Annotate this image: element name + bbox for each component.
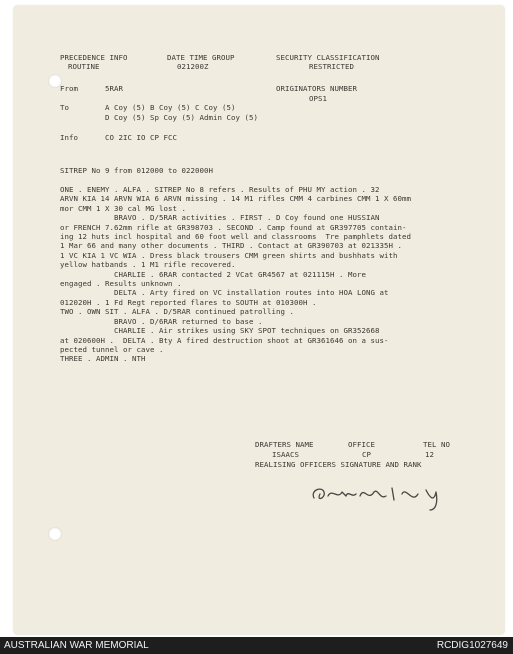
message-line: or FRENCH 7.62mm rifle at GR398703 . SECOND . Camp found at GR397705 contain- (60, 222, 407, 232)
from-value: 5RAR (105, 84, 123, 93)
message-line: BRAVO . D/5RAR activities . FIRST . D Coy found one HUSSIAN (60, 213, 380, 223)
from-label: From (60, 84, 78, 93)
dtg-value: 021200Z (177, 62, 209, 71)
footer-archive-name: AUSTRALIAN WAR MEMORIAL (4, 640, 149, 651)
to-label: To (60, 103, 69, 112)
footer-bar (0, 637, 513, 654)
message-line: DELTA . Arty fired on VC installation routes into HOA LONG at (60, 288, 389, 298)
message-line: engaged . Results unknown . (60, 279, 182, 289)
message-line: ONE . ENEMY . ALFA . SITREP No 8 refers . Results of PHU MY action . 32 (60, 185, 380, 194)
message-line: 012020H . 1 Fd Regt reported flares to SOUTH at 010300H . (60, 297, 317, 307)
precedence-value: ROUTINE (68, 62, 100, 71)
message-line: CHARLIE . Air strikes using SKY SPOT techniques on GR352668 (60, 326, 380, 336)
message-body (60, 185, 411, 364)
realising-label: REALISING OFFICERS SIGNATURE AND RANK (255, 460, 422, 469)
precedence-label: PRECEDENCE INFO (60, 53, 128, 62)
dtg-label: DATE TIME GROUP (167, 53, 235, 62)
message-line: TWO . OWN SIT . ALFA . D/5RAR continued patrolling . (60, 307, 294, 317)
sitrep-title: SITREP No 9 from 012000 to 022000H (60, 166, 213, 175)
info-value: CO 2IC IO CP FCC (105, 133, 177, 142)
originators-value: OPS1 (309, 94, 327, 103)
punch-hole (48, 527, 62, 541)
to-line-1: A Coy (5) B Coy (5) C Coy (5) (105, 103, 236, 112)
message-line: BRAVO . D/6RAR returned to base . (60, 316, 263, 326)
message-line: pected tunnel or cave . (60, 344, 164, 354)
tel-label: TEL NO (423, 440, 450, 449)
message-line: mor CMM 1 X 30 cal MG lost . (60, 203, 186, 213)
message-line: at 020600H . DELTA . Bty A fired destruction shoot at GR361646 on a sus- (60, 335, 389, 345)
originators-label: ORIGINATORS NUMBER (276, 84, 357, 93)
footer-record-id: RCDIG1027649 (436, 640, 508, 651)
message-line: 1 Mar 66 and many other documents . THIRD . Contact at GR390703 at 021335H . (60, 241, 402, 251)
message-line: yellow hatbands . 1 M1 rifle recovered. (60, 260, 236, 270)
message-line: ing 12 huts incl hospital and 60 foot well and classrooms Tre pamphlets dated (60, 232, 411, 242)
message-line: 1 VC KIA 1 VC WIA . Dress black trousers CMM green shirts and bushhats with (60, 250, 398, 260)
message-line: CHARLIE . 6RAR contacted 2 VCat GR4567 at 021115H . More (60, 269, 366, 279)
security-label: SECURITY CLASSIFICATION (276, 53, 380, 62)
security-value: RESTRICTED (309, 62, 354, 71)
office-value: CP (362, 450, 371, 459)
handwritten-signature (308, 476, 458, 512)
to-line-2: D Coy (5) Sp Coy (5) Admin Coy (5) (105, 113, 258, 122)
drafter-name: ISAACS (272, 450, 299, 459)
drafters-label: DRAFTERS NAME (255, 440, 314, 449)
tel-value: 12 (425, 450, 434, 459)
office-label: OFFICE (348, 440, 375, 449)
message-line: ARVN KIA 14 ARVN WIA 6 ARVN missing . 14 M1 rifles CMM 4 carbines CMM 1 X 60mm (60, 194, 411, 204)
info-label: Info (60, 133, 78, 142)
message-line: THREE . ADMIN . NTH (60, 354, 146, 364)
